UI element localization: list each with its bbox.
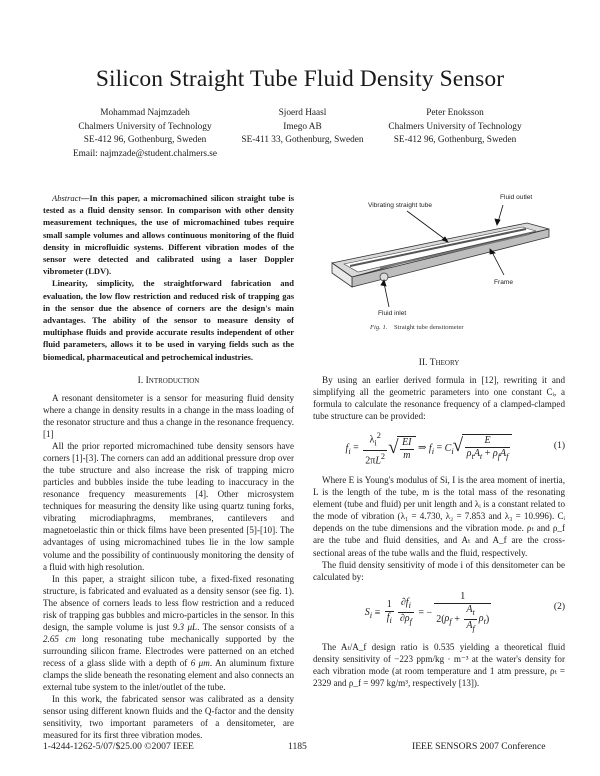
- paper-title: Silicon Straight Tube Fluid Density Sensor: [95, 66, 505, 92]
- abstract: [43, 192, 294, 363]
- section-number: II.: [418, 358, 428, 368]
- section-heading-introduction: [43, 375, 294, 387]
- label-fluid-inlet: Fluid inlet: [378, 310, 407, 317]
- author-address: SE-411 33, Gothenburg, Sweden: [241, 135, 364, 145]
- abstract-p2: Linearity, simplicity, the straightforward fabrication and evaluation, the low flow restriction and reduced risk of trapping gas in the sensor due the absence of corners are the design's main advantages. The ability of the sensor to measure density of multiphase fluids and provide accurate results independent of other fluid parameters, allows it to be used in varying fields such as the biomedical, pharmaceutical and petrochemical industries.: [43, 278, 294, 362]
- label-fluid-outlet: Fluid outlet: [500, 194, 533, 201]
- densitometer-diagram: [322, 185, 580, 325]
- intro-p3: [43, 573, 294, 693]
- right-column: [313, 350, 565, 689]
- equation-1-number: (1): [553, 441, 565, 452]
- footer-copyright: 1-4244-1262-5/07/$25.00 ©2007 IEEE: [43, 741, 194, 752]
- intro-p4: In this work, the fabricated sensor was calibrated as a density sensor using different known fluids and the Q-factor and the density sensitivity, two important parameters of a densitometer, are measured for its first three vibration modes.: [43, 694, 294, 741]
- section-title: Introduction: [145, 375, 200, 386]
- author-affiliation: Chalmers University of Technology: [388, 121, 522, 132]
- equation-2-number: (2): [553, 601, 565, 612]
- author-address: SE-412 96, Gothenburg, Sweden: [393, 135, 517, 145]
- sample-volume: 9.3 μL: [172, 621, 198, 632]
- caption-text: Straight tube densitometer: [394, 324, 464, 331]
- section-title: Theory: [429, 358, 460, 368]
- theory-p1: By using an earlier derived formula in [12], rewriting it and simplifying all the geometric parameters into one constant Cᵢ, a formula to calculate the resonance frequency of a clamped-clamped tube structure can be provided:: [313, 375, 565, 422]
- caption-number: Fig. 1.: [370, 324, 388, 331]
- author-address: SE-412 96, Gothenburg, Sweden: [83, 135, 207, 145]
- equation-2-body: $S_i$ ≡ $\frac{1}{f_i}$ $\frac{\partial f_i}{\partial\rho_f}$ = − 1 $2(\rho_f$ + $\frac{A_t}{A_f}$ $\rho_t$): [364, 590, 490, 633]
- section-number: I.: [137, 375, 144, 386]
- label-frame: Frame: [494, 279, 514, 286]
- author-email[interactable]: Email: najmzade@student.chalmers.se: [72, 148, 218, 159]
- author-name: Peter Enoksson: [426, 108, 484, 118]
- equation-2: [313, 591, 565, 635]
- author-affiliation: Imego AB: [283, 121, 322, 132]
- intro-p3-text: long resonating tube mechanically supported by the surrounding silicon frame. Electrodes were patterned on an etched recess of a glass slide with a depth of: [43, 633, 294, 668]
- left-column: [43, 192, 294, 741]
- equation-1: [313, 430, 565, 468]
- footer-page-number: 1185: [288, 741, 307, 752]
- figure-1: [322, 185, 580, 335]
- abstract-text-1: In this paper, a micromachined silicon straight tube is tested as a fluid density sensor. In comparison with other density measurement techniques, the use of micromachined tubes require small sample volumes and allows continuous monitoring of the fluid density in microfluidic systems. Different vibration modes of the sensor were detected and calibrated using a laser Doppler vibrometer (LDV).: [43, 193, 294, 277]
- tube-length: 2.65 cm: [43, 633, 76, 644]
- intro-p1: A resonant densitometer is a sensor for measuring fluid density where a change in density results in a change in the mass loading of the resonator structure and thus a change in the resonance frequency. [1]: [43, 392, 294, 440]
- equation-1-body: $f_i$ = $\frac{\lambda_i^2}{2\pi L^2}$ √ $\frac{EI}{m}$ ⇒ $f_i = C_i$ √ $\frac{E}{\rho_tA_t + \rho_fA_f}$: [313, 430, 545, 467]
- author-name: Mohammad Najmzadeh: [100, 108, 190, 118]
- figure-caption: [370, 324, 464, 331]
- recess-depth: 6 μm: [190, 657, 210, 668]
- author-block-3: [375, 107, 535, 148]
- theory-p4: The Aₜ/A_f design ratio is 0.535 yielding a theoretical fluid density sensitivity of −223 ppm/kg · m⁻³ at the water's density for each vibration mode (at room temperature and 1 atm pressure, ρₜ = 2329 and ρ_f = 997 kg/m³, respectively [13]).: [313, 641, 565, 688]
- author-block-2: [235, 107, 370, 148]
- abstract-label: Abstract: [52, 193, 81, 203]
- abstract-dash: —: [80, 193, 90, 203]
- section-heading-theory: [313, 357, 565, 369]
- intro-p3-text: . An aluminum fixture clamps the slide beneath the resonating element and also connects an external tube system to the inlet/outlet of the tube.: [43, 657, 295, 693]
- author-affiliation: Chalmers University of Technology: [78, 121, 212, 132]
- author-block-1: [60, 107, 230, 161]
- label-vibrating-tube: Vibrating straight tube: [368, 202, 433, 209]
- footer-conference: IEEE SENSORS 2007 Conference: [412, 741, 546, 752]
- author-name: Sjoerd Haasl: [278, 108, 327, 118]
- theory-p2: Where E is Young's modulus of Si, I is the area moment of inertia, L is the length of the tube, m is the total mass of the resonating element (tube and fluid) per unit length and λᵢ is a constant related to the mode of vibration (λ₁ = 4.730, λ₂ = 7.853 and λ₃ = 10.996). Cᵢ depends on the tube dimensions and the vibration mode. ρₜ and ρ_f are the tube and fluid densities, and Aₜ and A_f are the cross-sectional areas of the tube walls and the fluid, respectively.: [313, 475, 565, 558]
- intro-p3-text: In this paper, a straight silicon tube, a fixed-fixed resonating structure, is fabricated and evaluated as a density sensor (see fig. 1). The absence of corners leads to less flow restriction and a reduced risk of trapping gas bubbles and micro-particles in the sensor. In this design, the sample volume is just: [43, 573, 294, 632]
- theory-p3: The fluid density sensitivity of mode i of this densitometer can be calculated by:: [313, 559, 565, 582]
- intro-p2: All the prior reported micromachined tube density sensors have corners [1]-[3]. The corners can add an additional pressure drop over the tube structure and also increase the risk of trapping micro particles and bubbles inside the tube leading to inaccuracy in the resonance frequency measurements [4]. Other microsystem techniques for measuring the density like using quartz tuning forks, vibrating microdiaphragms, membranes, cantilevers and magnetoelastic thin or thick films have been presented [5]-[10]. The advantages of using micromachined tubes lie in the low sample volume and the possibility of continuously monitoring the density of a fluid with high resolution.: [43, 441, 294, 572]
- intro-p3-text: . The sensor consists of a: [197, 621, 294, 632]
- abstract-p1: [43, 192, 294, 277]
